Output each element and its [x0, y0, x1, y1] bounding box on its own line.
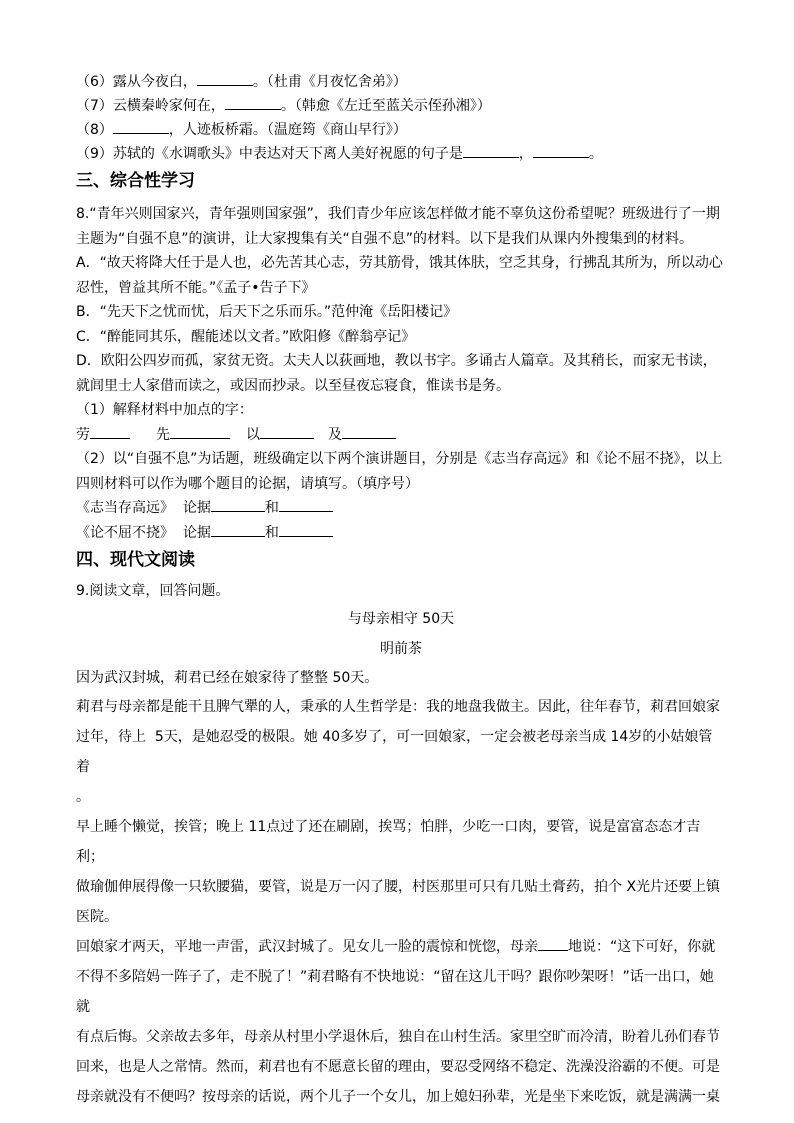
q8-sub-question-2-line-1: （2）以“自强不息”为话题，班级确定以下两个演讲题目，分别是《志当存高远》和《论不屈不挠》，以上: [76, 451, 723, 467]
material-c: C．“醉能同其乐，醒能述以文者。”欧阳修《醉翁亭记》: [76, 328, 416, 345]
topic-title: 《论不屈不挠》 论据: [76, 524, 211, 541]
question-source: 。（韩愈《左迁至蓝关示侄孙湘》）: [280, 98, 491, 114]
paragraph-1: 因为武汉封城，莉君已经在娘家待了整整 50天。: [76, 669, 379, 686]
question-source: ，人迹板桥霜。（温庭筠《商山早行》）: [168, 122, 407, 138]
paragraph-4-line-4: 回来，也是人之常情。然而，莉君也有不愿意长留的理由，要忍受网络不稳定、洗澡没浴霸的不便。可是: [76, 1058, 720, 1075]
answer-blank[interactable]: [225, 95, 281, 110]
topic-2-row: [76, 521, 726, 546]
fill-item-6: [76, 70, 726, 94]
answer-blank[interactable]: [211, 497, 265, 512]
material-d-line-1: D．欧阳公四岁而孤，家贫无资。太夫人以荻画地，教以书字。多诵古人篇章。及其稍长，而家无书读，: [76, 353, 717, 369]
paragraph-3-line-1: 早上睡个懒觉，挨管；晚上 11点过了还在刷剧，挨骂；怕胖，少吃一口肉，要管，说是富富态态才吉利；: [76, 818, 701, 865]
paragraph-2-line-2: 过年，待上 5天，是她忍受的极限。她 40多岁了，可一回娘家，一定会被老母亲当成 14岁的小姑娘管着: [76, 728, 713, 775]
separator: ，: [518, 146, 533, 162]
word-yi: 以: [246, 426, 260, 443]
word-ji: 及: [328, 426, 342, 443]
q8-intro-line-2: 主题为“自强不息”的演讲，让大家搜集有关“自强不息”的材料。以下是我们从课内外搜集到的材料。: [76, 230, 694, 247]
question-text: （8）: [76, 122, 113, 138]
conjunction: 和: [264, 500, 279, 516]
word-lao: 劳: [76, 426, 90, 443]
material-a-line-2: 忍性，曾益其所不能。”《孟子•告子下》: [76, 279, 316, 296]
paragraph-2-line-1: 莉君与母亲都是能干且脾气犟的人，秉承的人生哲学是：我的地盘我做主。因此，往年春节，莉君回娘家: [76, 698, 720, 715]
q8-sub-question-2-line-2: 四则材料可以作为哪个题目的论据，请填写。（填序号）: [76, 475, 419, 492]
fill-item-9: [76, 142, 726, 166]
question-text: （6）露从今夜白，: [76, 74, 197, 90]
topic-title: 《志当存高远》 论据: [76, 500, 211, 516]
paragraph-4-line-5: 母亲就没有不便吗？按母亲的话说，两个儿子一个女儿，加上媳妇孙辈，光是坐下来吃饭，就是满满一桌: [76, 1088, 720, 1105]
fill-item-8: [76, 118, 726, 142]
material-b: B．“先天下之忧而忧，后天下之乐而乐。”范仲淹《岳阳楼记》: [76, 304, 458, 320]
q8-sub-question-1: （1）解释材料中加点的字：: [76, 402, 253, 418]
answer-blank[interactable]: [113, 119, 169, 134]
answer-blank[interactable]: [538, 936, 568, 951]
article-author: 明前茶: [380, 640, 422, 657]
text-span: 地说：“这下可好，你就: [568, 938, 716, 955]
question-source: 。（杜甫《月夜忆舍弟》）: [252, 74, 407, 90]
material-d-line-2: 就闾里士人家借而读之，或因而抄录。以至昼夜忘寝食，惟读书是务。: [76, 377, 510, 394]
answer-blank[interactable]: [260, 424, 314, 439]
answer-blank[interactable]: [279, 522, 333, 537]
question-text: （9）苏轼的《水调歌头》中表达对天下离人美好祝愿的句子是: [76, 146, 463, 162]
answer-blank[interactable]: [342, 424, 396, 439]
fill-item-7: [76, 94, 726, 118]
answer-blank[interactable]: [279, 497, 333, 512]
material-a-line-1: A．“故天将降大任于是人也，必先苦其心志，劳其筋骨，饿其体肤，空乏其身，行拂乱其所为，所以动心: [76, 255, 723, 271]
q9-intro: 9.阅读文章，回答问题。: [76, 583, 230, 599]
paragraph-2-line-3: 。: [76, 788, 90, 805]
exam-page: [76, 70, 726, 1112]
paragraph-3-line-2: 做瑜伽伸展得像一只软腰猫，要管，说是万一闪了腰，村医那里可只有几贴土膏药，拍个 X光片还要上镇: [76, 878, 721, 895]
answer-blank[interactable]: [463, 143, 519, 158]
section-heading-4: 四、现代文阅读: [76, 550, 195, 570]
q8-intro-line-1: 8.“青年兴则国家兴，青年强则国家强”，我们青少年应该怎样做才能不辜负这份希望呢？班级进行了一期: [76, 206, 720, 222]
section-heading-3: 三、综合性学习: [76, 171, 195, 191]
question-text: （7）云横秦岭家何在，: [76, 98, 225, 114]
word-xian: 先: [156, 426, 170, 443]
answer-blank[interactable]: [197, 71, 253, 86]
paragraph-3-line-3: 医院。: [76, 908, 118, 925]
answer-blank[interactable]: [211, 522, 265, 537]
answer-blank[interactable]: [90, 424, 130, 439]
period: 。: [588, 146, 603, 162]
conjunction: 和: [264, 524, 279, 541]
paragraph-4-line-3: 有点后悔。父亲故去多年，母亲从村里小学退休后，独自在山村生活。家里空旷而冷清，盼着儿孙们春节: [76, 1028, 720, 1045]
answer-blank[interactable]: [533, 143, 589, 158]
paragraph-4-line-2: 不得不多陪妈一阵子了，走不脱了！”莉君略有不快地说：“留在这儿干吗？跟你吵架呀！”话一出口，她就: [76, 968, 714, 1015]
text-span: 回娘家才两天，平地一声雷，武汉封城了。见女儿一脸的震惊和恍惚，母亲: [76, 938, 538, 955]
paragraph-4-line-1: [76, 932, 726, 962]
word-blanks-row: [76, 423, 726, 448]
topic-1-row: [76, 496, 726, 521]
article-title: 与母亲相守 50天: [347, 610, 455, 627]
answer-blank[interactable]: [170, 424, 230, 439]
